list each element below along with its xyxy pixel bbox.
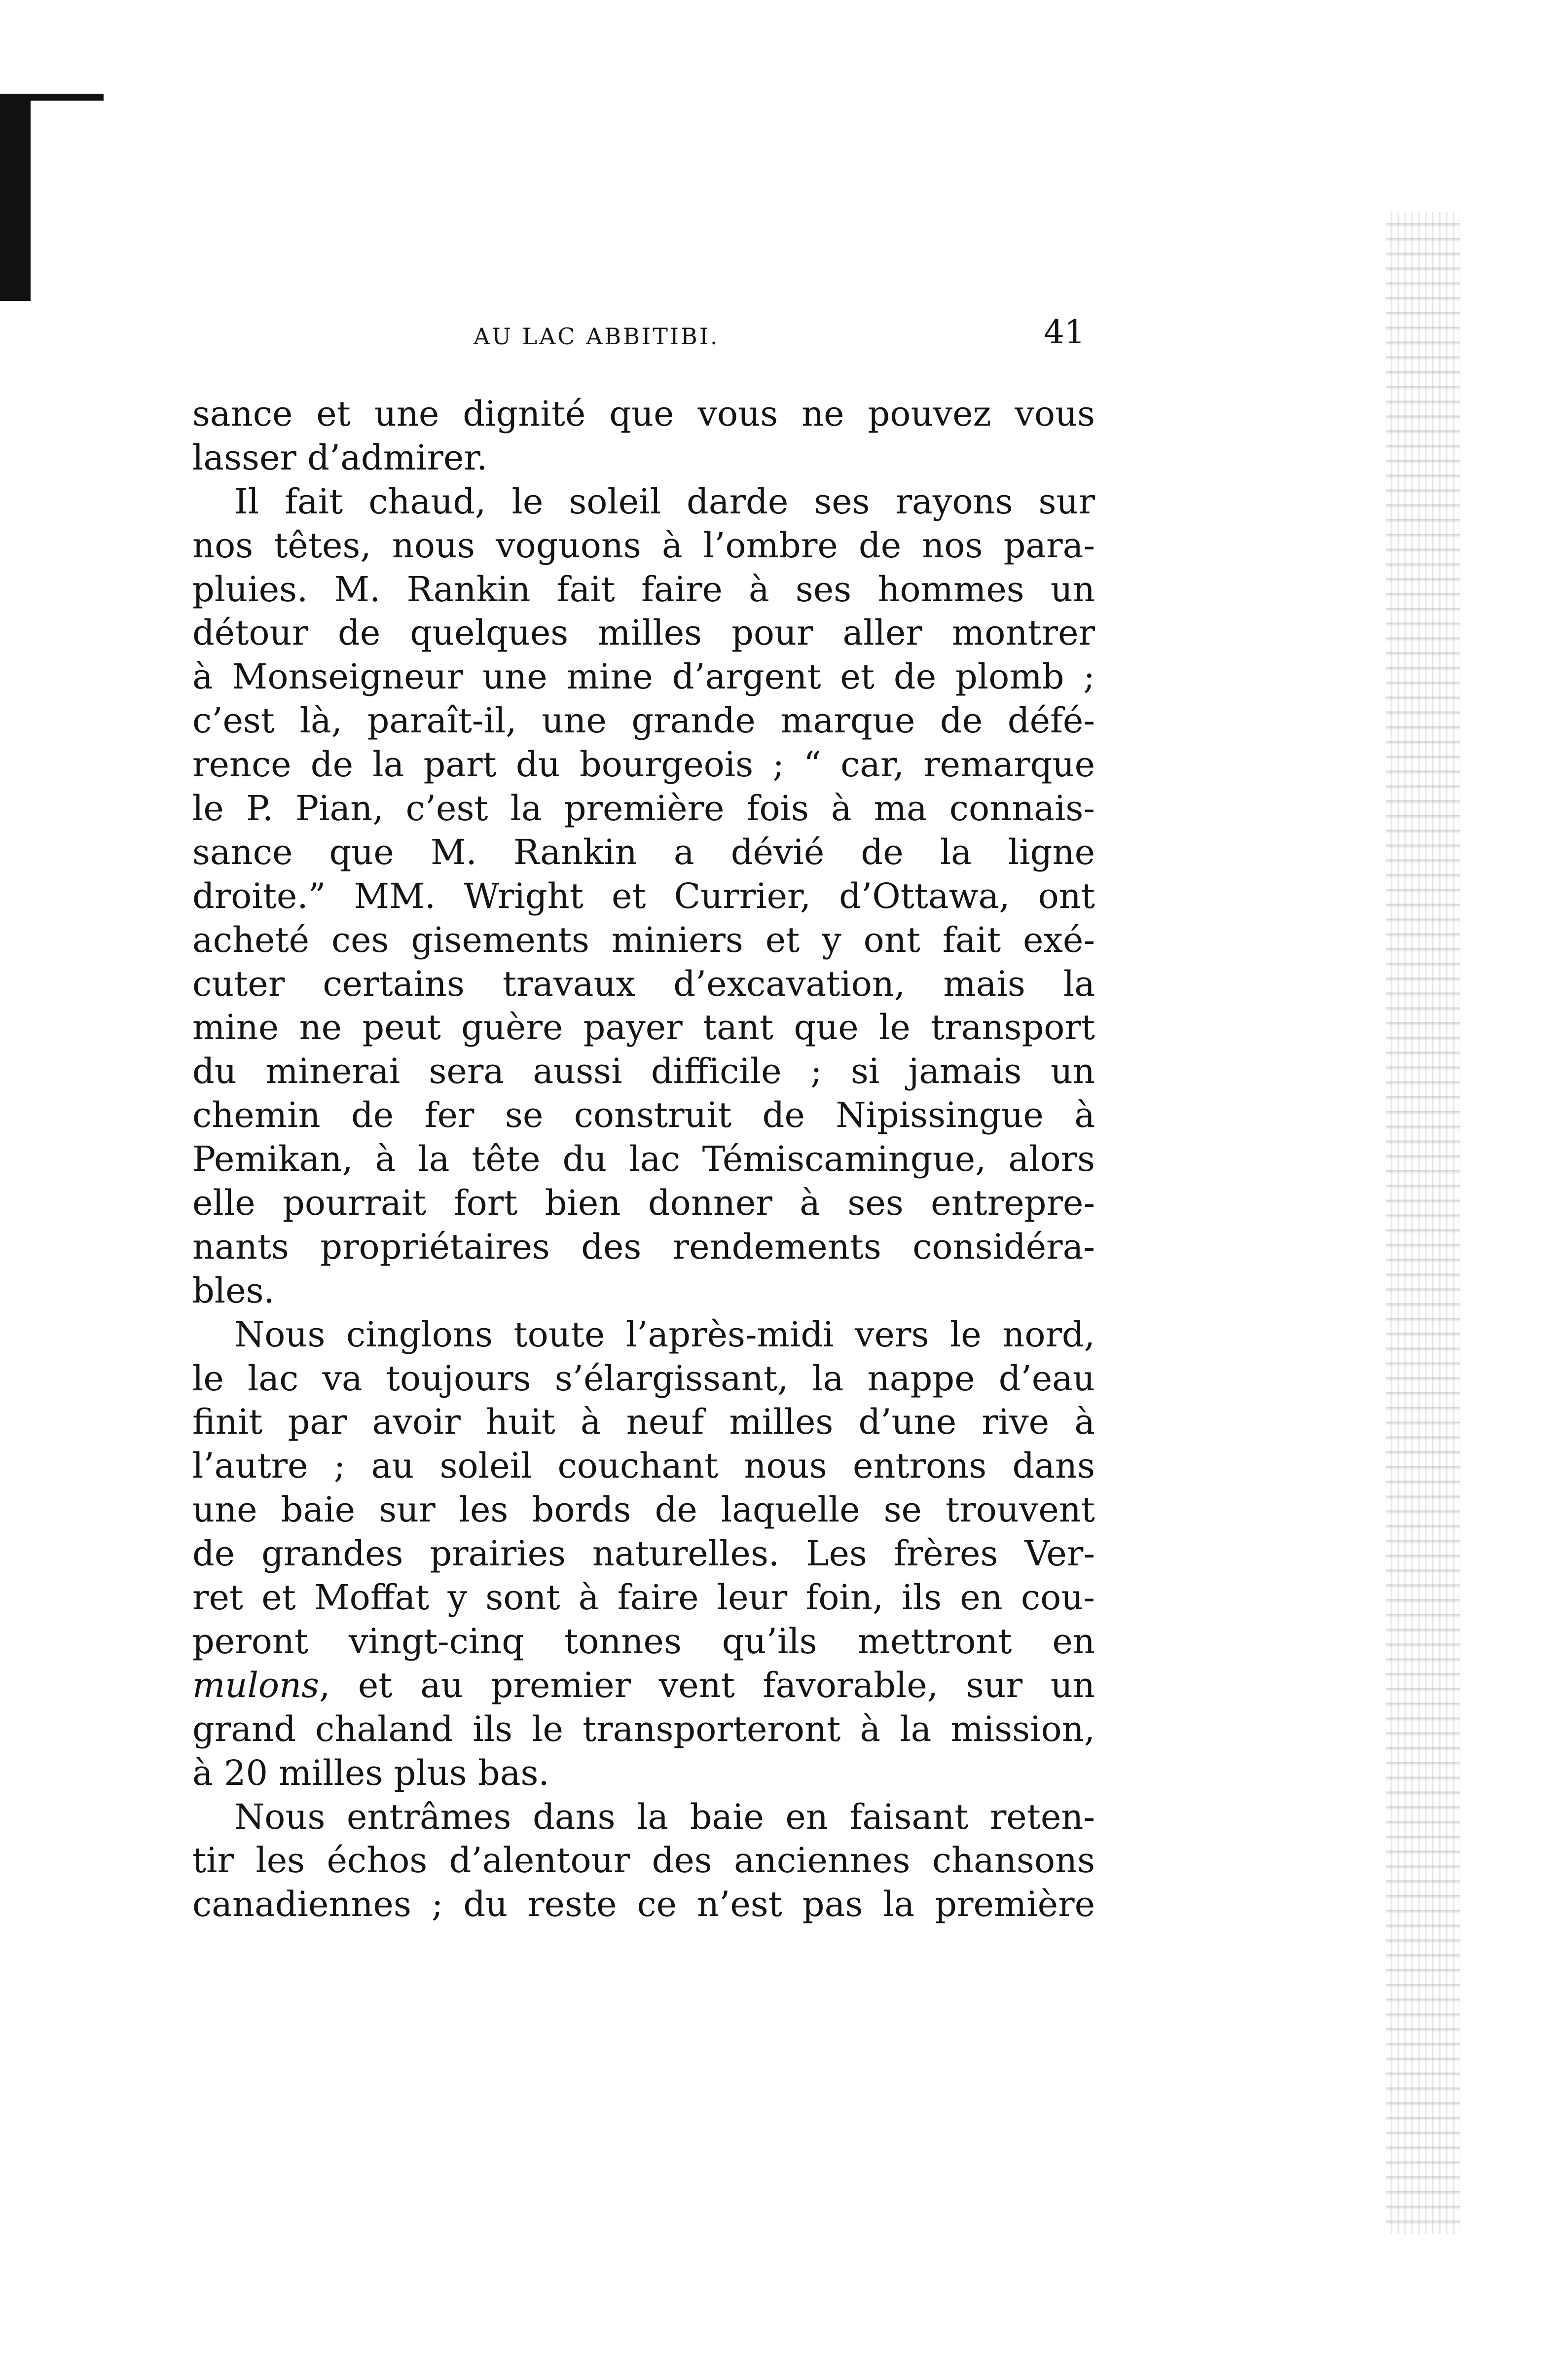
text-line: rence de la part du bourgeois ; “ car, remarque [192, 744, 1095, 785]
text-line: à 20 milles plus bas. [192, 1752, 549, 1793]
text-line: détour de quelques milles pour aller montrer [192, 613, 1095, 653]
text-line: le lac va toujours s’élargissant, la nappe d’eau [192, 1358, 1095, 1399]
text-line: à Monseigneur une mine d’argent et de plomb ; [192, 656, 1095, 697]
text-line: tir les échos d’alentour des anciennes chansons [192, 1840, 1095, 1881]
text-line: Pemikan, à la tête du lac Témiscamingue, alors [192, 1139, 1095, 1180]
text-line: bles. [192, 1270, 275, 1311]
text-line: c’est là, paraît-il, une grande marque de défé- [192, 700, 1095, 741]
page-number: 41 [1044, 313, 1085, 351]
text-line: peront vingt-cinq tonnes qu’ils mettront en [192, 1621, 1095, 1662]
text-line: Il fait chaud, le soleil darde ses rayons sur [234, 481, 1095, 522]
text-line: finit par avoir huit à neuf milles d’une rive à [192, 1402, 1095, 1443]
text-line: ret et Moffat y sont à faire leur foin, ils en cou- [192, 1577, 1095, 1618]
text-line: l’autre ; au soleil couchant nous entrons dans [192, 1446, 1095, 1486]
text-line: lasser d’admirer. [192, 437, 488, 478]
scan-edge-noise [1386, 212, 1460, 2234]
text-line: elle pourrait fort bien donner à ses entrepre- [192, 1183, 1095, 1224]
italic-word: mulons [192, 1665, 319, 1705]
text-line: Nous cinglons toute l’après-midi vers le nord, [234, 1314, 1095, 1355]
text-line: canadiennes ; du reste ce n’est pas la première [192, 1884, 1095, 1925]
text-line: grand chaland ils le transporteront à la mission, [192, 1708, 1095, 1749]
body-text [192, 392, 1095, 1926]
text-line: le P. Pian, c’est la première fois à ma connais- [192, 788, 1095, 829]
running-head: AU LAC ABBITIBI. [474, 323, 720, 350]
text-line: droite.” MM. Wright et Currier, d’Ottawa, ont [192, 875, 1095, 916]
text-line: sance que M. Rankin a dévié de la ligne [192, 832, 1095, 872]
text-line: mine ne peut guère payer tant que le transport [192, 1007, 1095, 1048]
text-line: chemin de fer se construit de Nipissingue à [192, 1095, 1095, 1136]
text-line: sance et une dignité que vous ne pouvez vous [192, 394, 1095, 434]
scan-shadow-edge [0, 94, 104, 101]
text-line: mulons, et au premier vent favorable, sur un [192, 1665, 1095, 1705]
scan-shadow-bar [0, 94, 31, 301]
text-line: cuter certains travaux d’excavation, mais la [192, 963, 1095, 1004]
text-line: de grandes prairies naturelles. Les frères Ver- [192, 1533, 1095, 1574]
page-header [192, 313, 1095, 367]
text-line: pluies. M. Rankin fait faire à ses hommes un [192, 569, 1095, 610]
text-line: nants propriétaires des rendements considéra- [192, 1226, 1095, 1267]
text-line: acheté ces gisements miniers et y ont fait exé- [192, 919, 1095, 960]
text-line: du minerai sera aussi difficile ; si jamais un [192, 1051, 1095, 1092]
text-line: Nous entrâmes dans la baie en faisant reten- [234, 1796, 1095, 1837]
text-line: nos têtes, nous voguons à l’ombre de nos para- [192, 525, 1095, 566]
text-line: une baie sur les bords de laquelle se trouvent [192, 1489, 1095, 1530]
